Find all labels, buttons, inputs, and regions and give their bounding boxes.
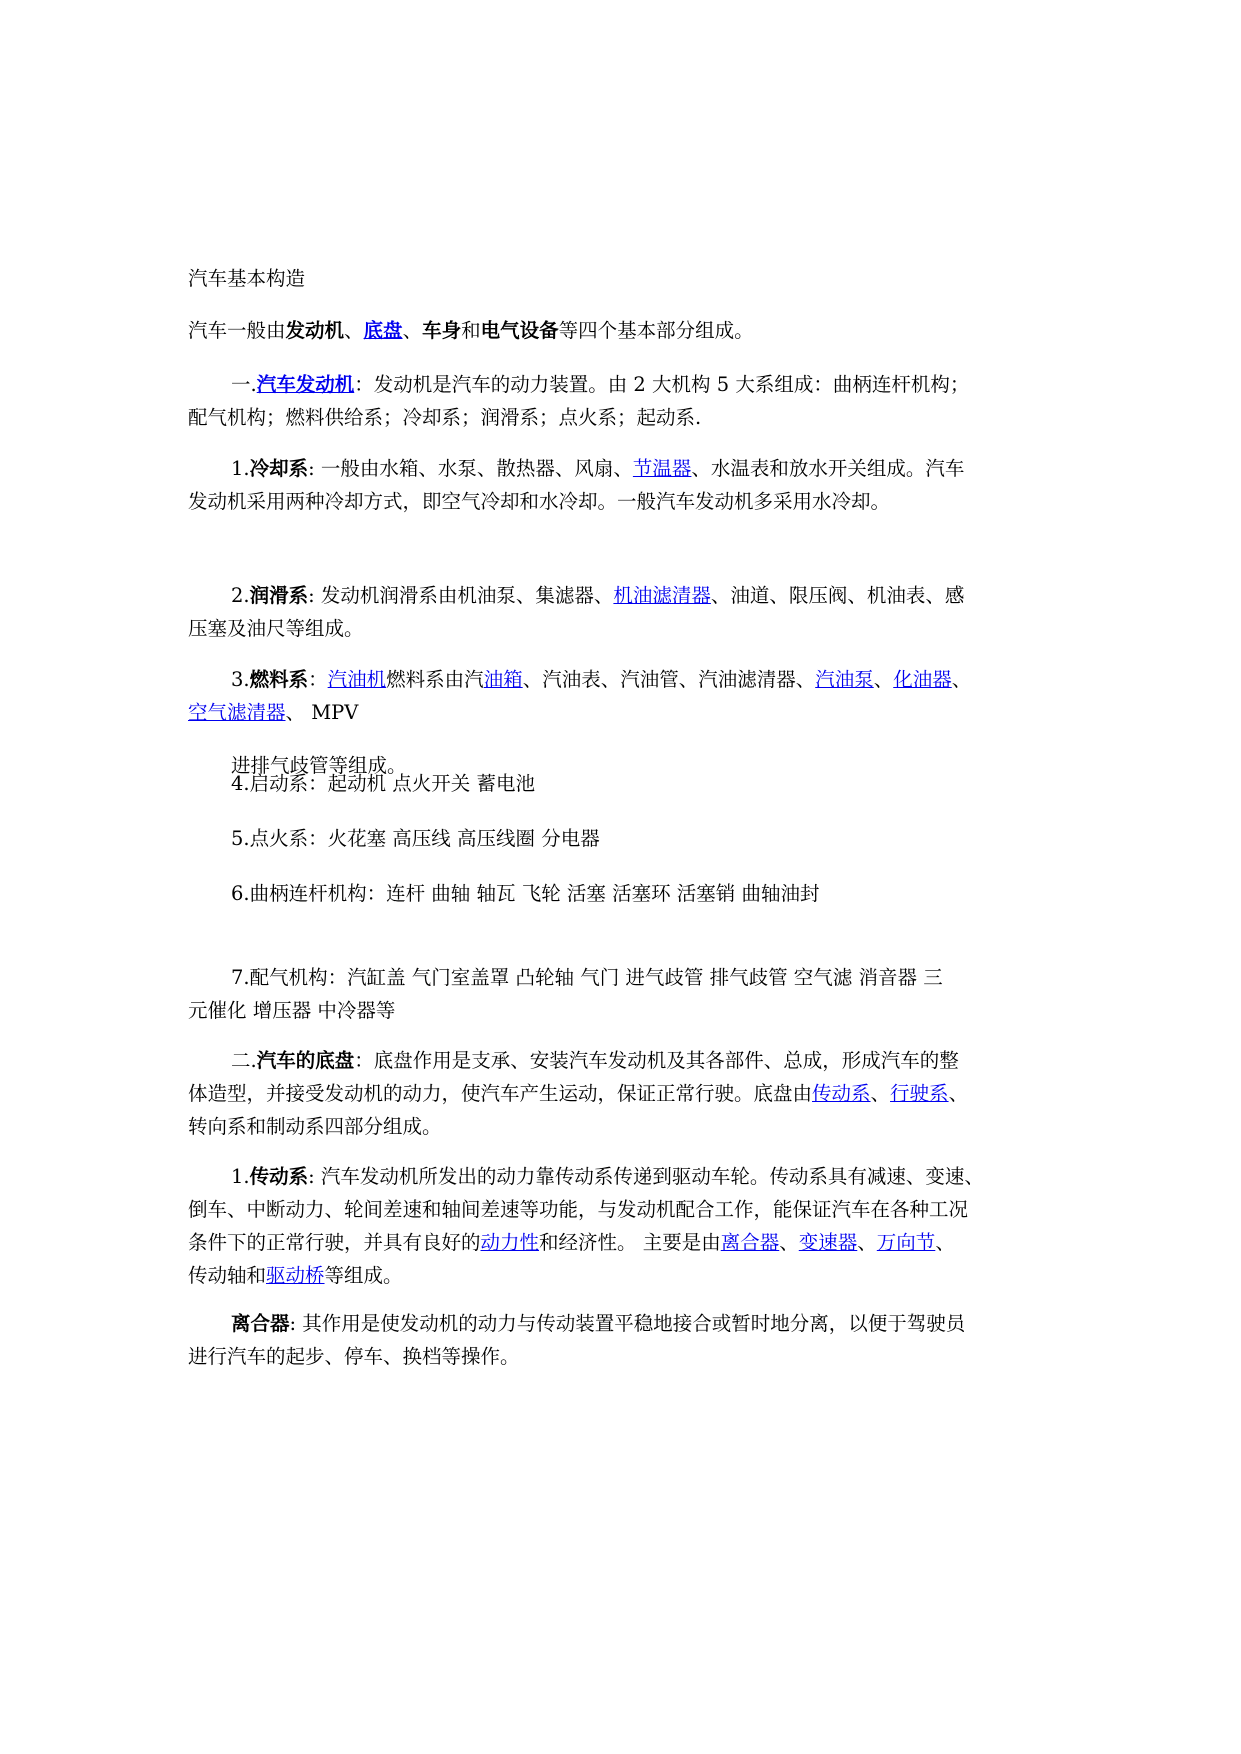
engine-section [188,368,969,434]
transmission-text-5: 、 [857,1231,877,1254]
fuel-text-3: 、汽油表、汽油管、汽油滤清器、 [522,668,816,691]
transmission-line-4 [188,1259,984,1292]
transmission-line-2: 倒车、中断动力、轮间差速和轴间差速等功能，与发动机配合工作，能保证汽车在各种工况 [188,1198,969,1221]
fuel-line-1 [188,663,971,696]
cooling-heading: 冷却系 [249,457,309,480]
fuel-line-3: 进排气歧管等组成。 [231,754,407,777]
oil-filter-link[interactable]: 机油滤清器 [613,584,711,607]
clutch-line-1 [188,1307,965,1340]
transmission-line-3 [188,1226,984,1259]
lubrication-section [188,579,964,645]
cooling-text-2: 、水温表和放水开关组成。汽车 [691,457,965,480]
transmission-text-2: 条件下的正常行驶，并具有良好的 [188,1231,481,1254]
cooling-text-1: : 一般由水箱、水泵、散热器、风扇、 [308,457,633,480]
lubrication-num: 2. [231,584,250,607]
intro-text-4: 和 [461,319,481,342]
fuel-text-4: 、 [873,668,894,691]
lubrication-text-1: : 发动机润滑系由机油泵、集滤器、 [308,584,614,607]
air-filter-link[interactable]: 空气滤清器 [188,701,286,724]
crank-mechanism-line: 6.曲柄连杆机构：连杆 曲轴 轴瓦 飞轮 活塞 活塞环 活塞销 曲轴油封 [231,882,820,905]
carburetor-link[interactable]: 化油器 [893,668,952,691]
valve-section [188,961,943,1027]
clutch-text-1: : 其作用是使发动机的动力与传动装置平稳地接合或暂时地分离，以便于驾驶员 [289,1312,966,1335]
doc-title: 汽车基本构造 [188,267,306,290]
intro-paragraph [188,314,754,347]
clutch-link[interactable]: 离合器 [720,1231,780,1254]
start-system-line: 4.启动系：起动机 点火开关 蓄电池 [231,772,536,795]
chassis-text-3: 、 [870,1082,891,1105]
lubrication-line-1 [188,579,964,612]
car-engine-link[interactable]: 汽车发动机 [256,373,355,396]
fuel-text-2: 燃料系由汽 [386,668,484,691]
transmission-num: 1. [231,1165,250,1188]
lubrication-heading: 润滑系 [249,584,309,607]
transmission-text-4: 、 [779,1231,799,1254]
transmission-text-3: 和经济性。 主要是由 [539,1231,721,1254]
intro-body-bold: 车身 [422,319,462,342]
cooling-line-1 [188,452,964,485]
ignition-system-line: 5.点火系：火花塞 高压线 高压线圈 分电器 [231,827,600,850]
cooling-num: 1. [231,457,250,480]
thermostat-link[interactable]: 节温器 [632,457,692,480]
fuel-heading: 燃料系 [249,668,309,691]
intro-text-3: 、 [402,319,423,342]
transmission-text-7: 传动轴和 [188,1264,267,1287]
chassis-text-4: 、 [948,1082,969,1105]
lubrication-text-2: 、油道、限压阀、机油表、感 [710,584,965,607]
fuel-section [188,663,971,782]
fuel-tank-link[interactable]: 油箱 [483,668,523,691]
engine-line-2: 配气机构；燃料供给系；冷却系；润滑系；点火系；起动系. [188,406,702,429]
running-gear-link[interactable]: 行驶系 [890,1082,949,1105]
clutch-line-2: 进行汽车的起步、停车、换档等操作。 [188,1345,520,1368]
drivetrain-link[interactable]: 传动系 [812,1082,871,1105]
chassis-section [188,1044,968,1143]
intro-engine-bold: 发动机 [285,319,345,342]
fuel-line-2 [188,696,971,729]
transmission-text-6: 、 [935,1231,955,1254]
chassis-line-2 [188,1077,968,1110]
gasoline-engine-link[interactable]: 汽油机 [327,668,387,691]
chassis-text-1: ：底盘作用是支承、安装汽车发动机及其各部件、总成，形成汽车的整 [354,1049,959,1072]
gearbox-link[interactable]: 变速器 [798,1231,858,1254]
cooling-line-2: 发动机采用两种冷却方式，即空气冷却和水冷却。一般汽车发动机多采用水冷却。 [188,490,891,513]
drive-axle-link[interactable]: 驱动桥 [266,1264,325,1287]
engine-prefix: 一. [231,373,257,396]
clutch-section [188,1307,965,1373]
engine-line-1 [188,368,969,401]
intro-text-1: 汽车一般由 [188,319,286,342]
universal-joint-link[interactable]: 万向节 [876,1231,936,1254]
valve-line-2: 元催化 增压器 中冷器等 [188,999,396,1022]
intro-text-2: 、 [344,319,364,342]
chassis-line-3: 转向系和制动系四部分组成。 [188,1115,442,1138]
transmission-line-1 [188,1160,984,1193]
transmission-text-8: 等组成。 [324,1264,403,1287]
fuel-pump-link[interactable]: 汽油泵 [815,668,874,691]
engine-desc: ：发动机是汽车的动力装置。由 2 大机构 5 大系组成：曲柄连杆机构； [354,373,970,396]
chassis-prefix: 二. [231,1049,257,1072]
power-performance-link[interactable]: 动力性 [480,1231,540,1254]
chassis-text-2: 体造型，并接受发动机的动力，使汽车产生运动，保证正常行驶。底盘由 [188,1082,813,1105]
clutch-heading: 离合器 [231,1312,290,1335]
lubrication-line-2: 压塞及油尺等组成。 [188,617,364,640]
chassis-line-1 [188,1044,968,1077]
chassis-link[interactable]: 底盘 [363,319,403,342]
fuel-text-1: ： [308,668,328,691]
fuel-text-5: 、 [951,668,972,691]
intro-electrical-bold: 电气设备 [480,319,559,342]
fuel-num: 3. [231,668,250,691]
cooling-section [188,452,964,518]
transmission-section [188,1160,984,1292]
valve-line-1: 7.配气机构：汽缸盖 气门室盖罩 凸轮轴 气门 进气歧管 排气歧管 空气滤 消音器 三 [231,966,943,989]
intro-text-5: 等四个基本部分组成。 [558,319,754,342]
fuel-text-6: 、 MPV [285,701,359,724]
transmission-heading: 传动系 [249,1165,309,1188]
transmission-text-1: : 汽车发动机所发出的动力靠传动系传递到驱动车轮。传动系具有减速、变速、 [308,1165,984,1188]
chassis-heading: 汽车的底盘 [256,1049,355,1072]
